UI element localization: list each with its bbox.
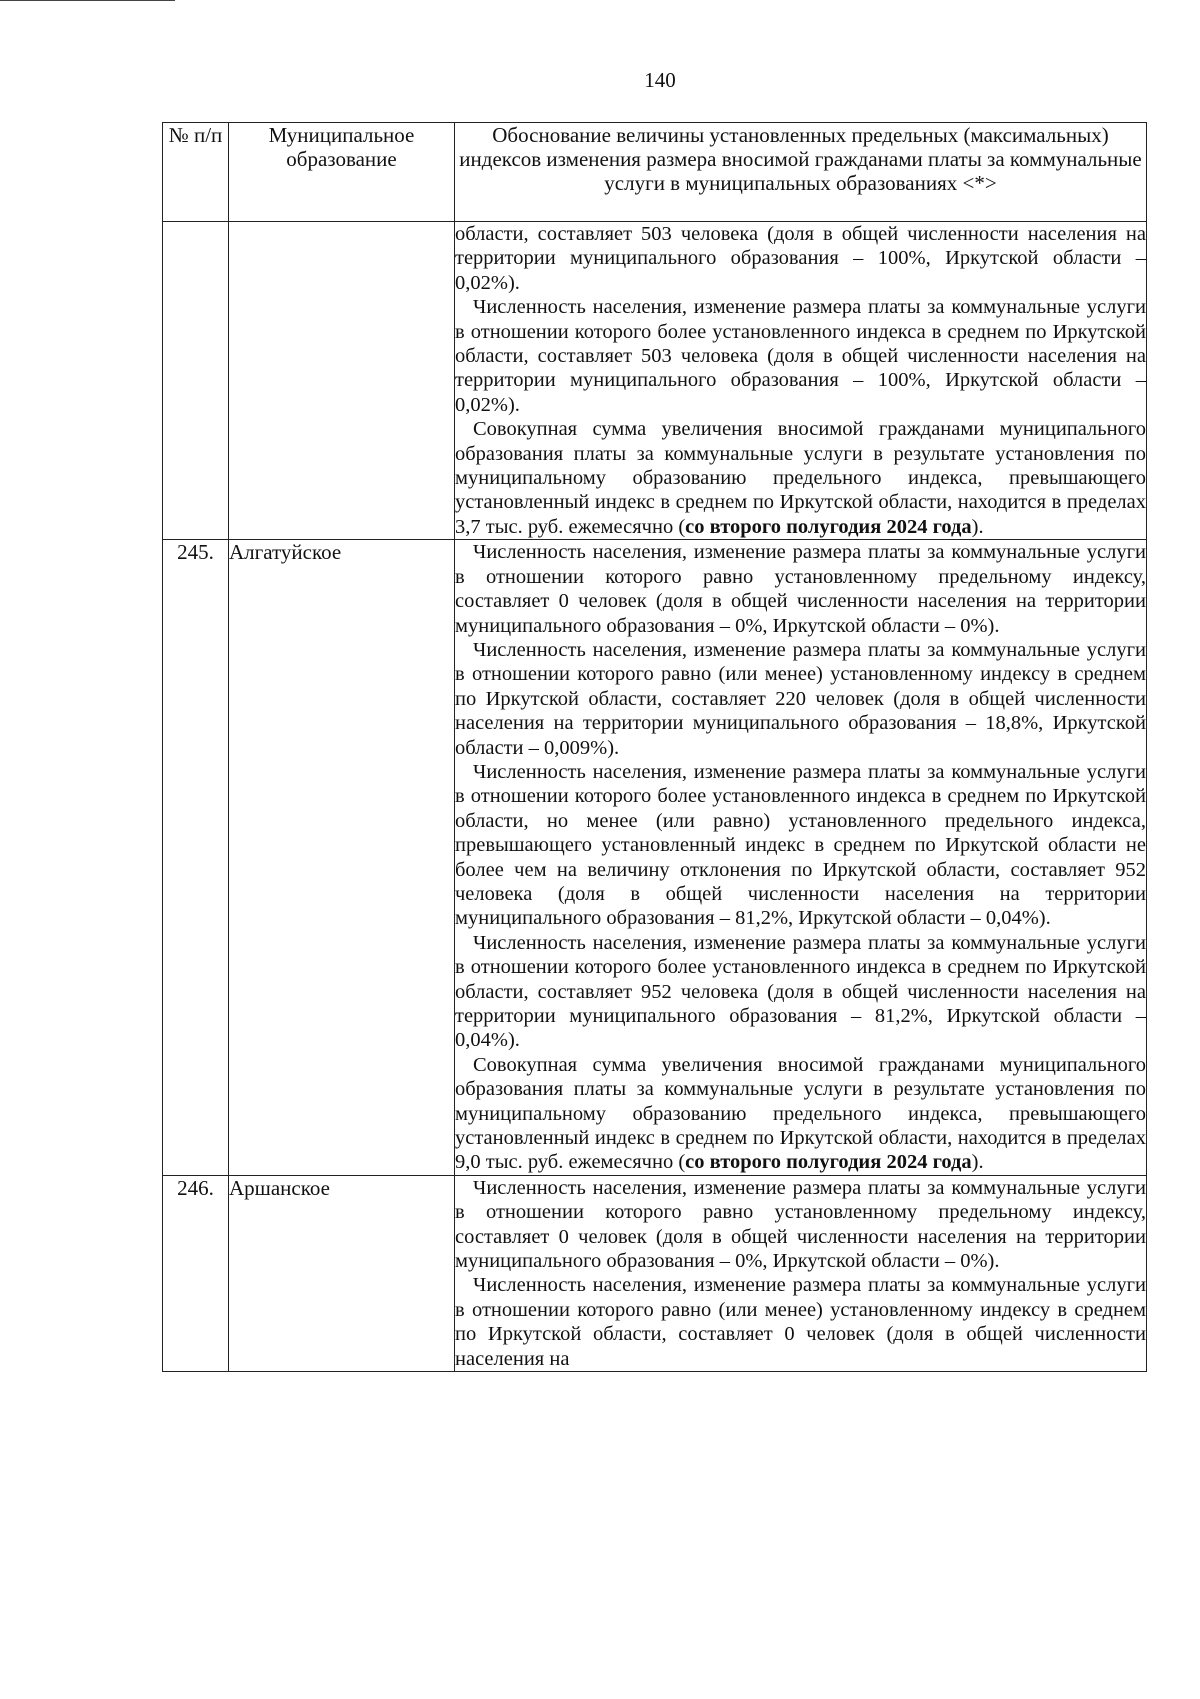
paragraph-tail: ). xyxy=(971,1151,984,1174)
row-justification xyxy=(455,1175,1147,1371)
paragraph-tail: ). xyxy=(971,515,984,538)
paragraph: Численность населения, изменение размера платы за коммунальные услуги в отношении которого равно установленному предельному индексу, составляет 0 человек (доля в общей численности населения на территории муниципального образования – 0%, Иркутской области – 0%). xyxy=(455,541,1146,637)
paragraph-text: Совокупная сумма увеличения вносимой гражданами муниципального образования платы за коммунальные услуги в результате установления по муниципальному образованию предельного индекса, превышающего установленный индекс в среднем по Иркутской области, находится в пределах 9,0 тыс. руб. ежемесячно ( xyxy=(455,1053,1146,1174)
paragraph xyxy=(455,417,1146,539)
paragraph: Численность населения, изменение размера платы за коммунальные услуги в отношении которого равно (или менее) установленному индексу в среднем по Иркутской области, составляет 0 человек (доля в общей численности населения на xyxy=(455,1274,1146,1370)
row-number: 246. xyxy=(163,1175,229,1371)
header-municipality: Муниципальное образование xyxy=(229,123,455,222)
paragraph-bold: со второго полугодия 2024 года xyxy=(685,515,972,538)
top-rule xyxy=(0,0,175,1)
table-row xyxy=(163,540,1147,1176)
row-justification xyxy=(455,222,1147,540)
paragraph-bold: со второго полугодия 2024 года xyxy=(685,1151,972,1174)
row-justification xyxy=(455,540,1147,1176)
table-row xyxy=(163,1175,1147,1371)
paragraph: Численность населения, изменение размера платы за коммунальные услуги в отношении которого более установленного индекса в среднем по Иркутской области, но менее (или равно) установленного предельного индекса, превышающего установленный индекс в среднем по Иркутской области не более чем на величину отклонения по Иркутской области, составляет 952 человека (доля в общей численности населения на территории муниципального образования – 81,2%, Иркутской области – 0,04%). xyxy=(455,760,1146,930)
row-municipality xyxy=(229,222,455,540)
page-number: 140 xyxy=(644,68,676,92)
row-municipality: Алгатуйское xyxy=(229,540,455,1176)
paragraph: Численность населения, изменение размера платы за коммунальные услуги в отношении которого равно установленному предельному индексу, составляет 0 человек (доля в общей численности населения на территории муниципального образования – 0%, Иркутской области – 0%). xyxy=(455,1176,1146,1273)
header-justification: Обоснование величины установленных предельных (максимальных) индексов изменения размера вносимой гражданами платы за коммунальные услуги в муниципальных образованиях <*> xyxy=(455,123,1147,222)
paragraph xyxy=(455,1053,1146,1175)
paragraph: Численность населения, изменение размера платы за коммунальные услуги в отношении которого более установленного индекса в среднем по Иркутской области, составляет 952 человека (доля в общей численности населения на территории муниципального образования – 81,2%, Иркутской области – 0,04%). xyxy=(455,931,1146,1052)
table-row xyxy=(163,222,1147,540)
paragraph: области, составляет 503 человека (доля в общей численности населения на территории муниципального образования – 100%, Иркутской области – 0,02%). xyxy=(455,223,1146,294)
table-header-row xyxy=(163,123,1147,222)
row-municipality: Аршанское xyxy=(229,1175,455,1371)
paragraph: Численность населения, изменение размера платы за коммунальные услуги в отношении которого равно (или менее) установленному индексу в среднем по Иркутской области, составляет 220 человек (доля в общей численности населения на территории муниципального образования – 18,8%, Иркутской области – 0,009%). xyxy=(455,638,1146,759)
row-number xyxy=(163,222,229,540)
header-num: № п/п xyxy=(163,123,229,222)
justification-table xyxy=(162,122,1147,1372)
paragraph: Численность населения, изменение размера платы за коммунальные услуги в отношении которого более установленного индекса в среднем по Иркутской области, составляет 503 человека (доля в общей численности населения на территории муниципального образования – 100%, Иркутской области – 0,02%). xyxy=(455,296,1146,416)
row-number: 245. xyxy=(163,540,229,1176)
paragraph-text: Совокупная сумма увеличения вносимой гражданами муниципального образования платы за коммунальные услуги в результате установления по муниципальному образованию предельного индекса, превышающего установленный индекс в среднем по Иркутской области, находится в пределах 3,7 тыс. руб. ежемесячно ( xyxy=(455,418,1146,538)
